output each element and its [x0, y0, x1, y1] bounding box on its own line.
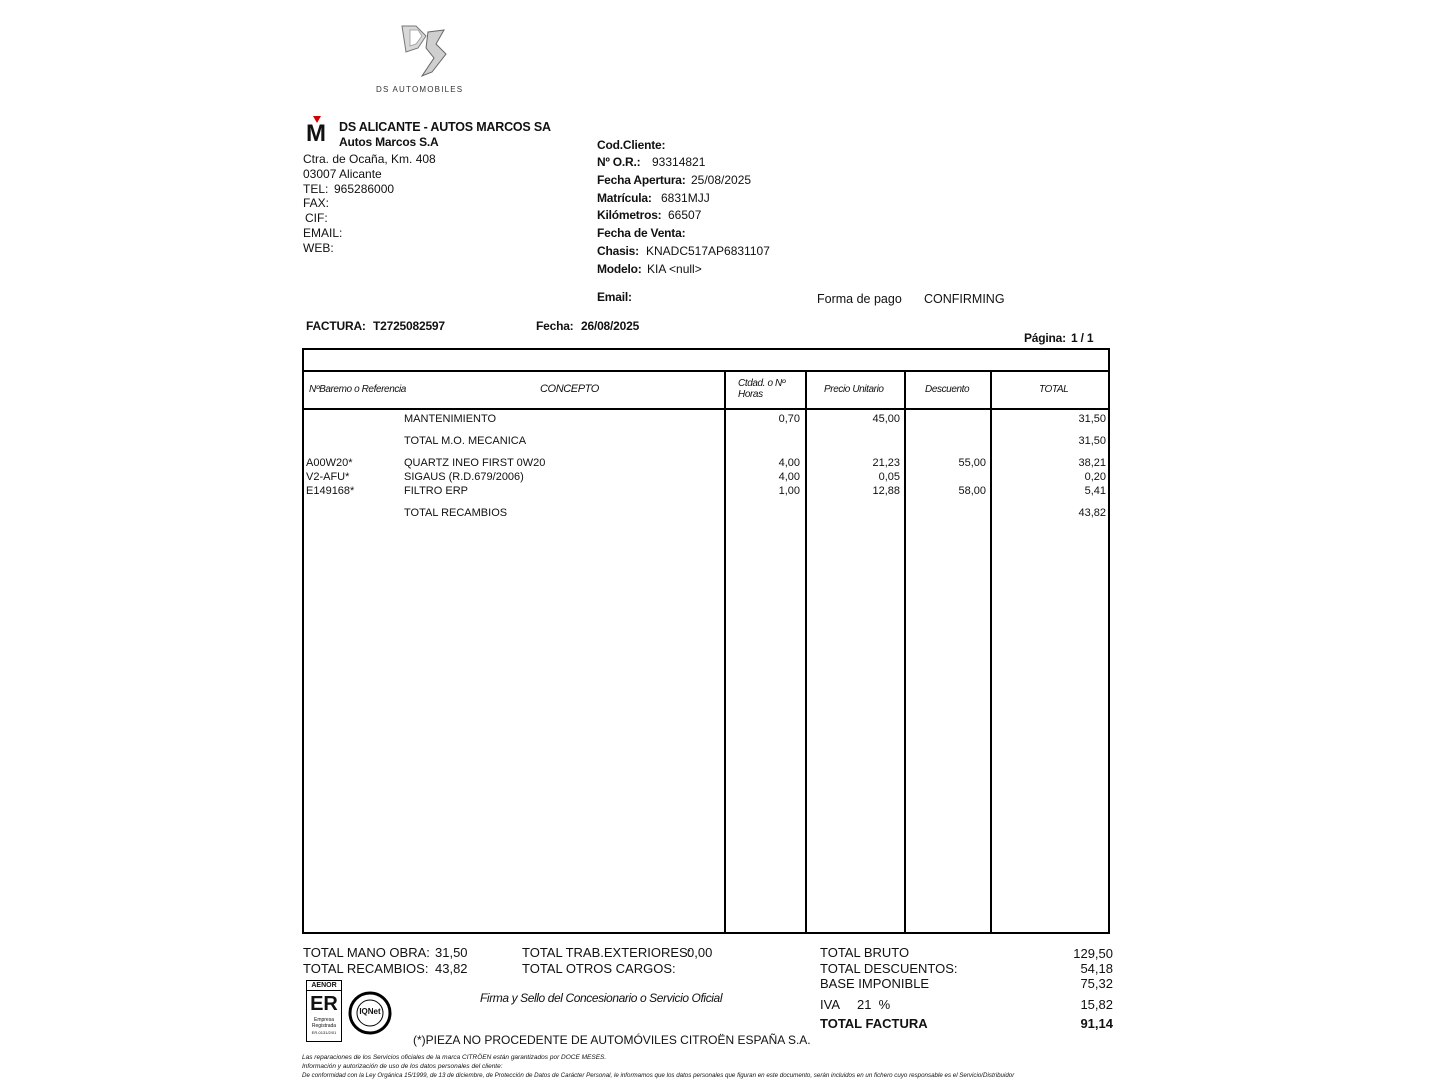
row-concepto: MANTENIMIENTO: [404, 413, 497, 425]
chasis-label: Chasis:: [597, 244, 639, 258]
empresa-label: Empresa Registrada: [311, 1017, 337, 1029]
pagina-label: Página:: [1024, 331, 1066, 345]
legal-line-3: De conformidad con la Ley Orgánica 15/1999, de 13 de diciembre, de Protección de Datos de Carácter Personal, le informamos que los datos personales que figuran en este documento, serán incluidos en un fichero cuyo responsable es el Servicio/Distribuidor: [302, 1072, 1015, 1079]
er-code: ER-0131/2/01: [311, 1030, 337, 1035]
matricula-value: 6831MJJ: [661, 191, 710, 205]
iva-value: 15,82: [1080, 997, 1113, 1012]
iqnet-seal-icon: [348, 991, 392, 1035]
bruto-label: TOTAL BRUTO: [820, 945, 910, 960]
table-row: [304, 435, 1108, 449]
table-row: [304, 413, 1108, 427]
ds-logo-icon: [396, 22, 452, 80]
header-concepto: CONCEPTO: [540, 383, 599, 395]
bruto-value: 129,50: [1073, 946, 1113, 961]
row-total: 0,20: [1084, 471, 1106, 483]
row-concepto: TOTAL RECAMBIOS: [404, 507, 508, 519]
header-cant2: Horas: [738, 389, 763, 400]
row-precio: 0,05: [878, 471, 900, 483]
dealer-address2: 03007 Alicante: [303, 167, 382, 181]
row-ref: E149168*: [306, 485, 355, 497]
dealer-logo-letter: M: [306, 120, 326, 147]
row-total: 43,82: [1078, 507, 1106, 519]
header-descuento: Descuento: [925, 384, 970, 395]
dealer-subname: Autos Marcos S.A: [339, 135, 439, 149]
mano-obra-label: TOTAL MANO OBRA:: [303, 945, 430, 960]
row-total: 31,50: [1078, 435, 1106, 447]
dealer-logo-icon: [305, 116, 329, 146]
row-concepto: TOTAL M.O. MECANICA: [404, 435, 527, 447]
or-label: Nº O.R.:: [597, 155, 641, 169]
header-ref: NºBaremo o Referencia: [309, 384, 406, 395]
row-ref: V2-AFU*: [306, 471, 350, 483]
chasis-value: KNADC517AP6831107: [646, 244, 770, 258]
row-cant: 4,00: [778, 471, 800, 483]
cod-cliente-label: Cod.Cliente:: [597, 138, 666, 152]
trab-ext-label: TOTAL TRAB.EXTERIORES:: [522, 945, 692, 960]
table-row: [304, 485, 1108, 499]
dealer-cif-label: CIF:: [305, 211, 328, 225]
pagina-value: 1 / 1: [1071, 331, 1094, 345]
recambios-label: TOTAL RECAMBIOS:: [303, 961, 429, 976]
header-cant1: Ctdad. o Nº: [738, 378, 786, 389]
col-divider-desc: [990, 372, 992, 932]
row-precio: 45,00: [872, 413, 900, 425]
venta-label: Fecha de Venta:: [597, 226, 686, 240]
row-cant: 0,70: [778, 413, 800, 425]
iqnet-label: IQNet: [359, 1007, 381, 1016]
km-label: Kilómetros:: [597, 208, 662, 222]
table-top-divider: [304, 370, 1108, 372]
row-total: 38,21: [1078, 457, 1106, 469]
row-desc: 58,00: [958, 485, 986, 497]
apertura-label: Fecha Apertura:: [597, 173, 686, 187]
row-concepto: FILTRO ERP: [404, 485, 468, 497]
otros-label: TOTAL OTROS CARGOS:: [522, 961, 676, 976]
base-value: 75,32: [1080, 976, 1113, 991]
matricula-label: Matrícula:: [597, 191, 652, 205]
aenor-badge: [306, 980, 342, 1042]
row-precio: 21,23: [872, 457, 900, 469]
col-divider-concepto: [724, 372, 726, 932]
recambios-value: 43,82: [435, 961, 468, 976]
dealer-tel-label: TEL:: [303, 182, 329, 196]
col-divider-precio: [904, 372, 906, 932]
dealer-name: DS ALICANTE - AUTOS MARCOS SA: [339, 120, 551, 134]
total-factura-value: 91,14: [1080, 1016, 1113, 1031]
total-factura-label: TOTAL FACTURA: [820, 1016, 928, 1031]
modelo-value: KIA <null>: [647, 262, 702, 276]
factura-label: FACTURA:: [306, 319, 366, 333]
table-row: [304, 457, 1108, 471]
table-row: [304, 471, 1108, 485]
descuentos-label: TOTAL DESCUENTOS:: [820, 961, 958, 976]
base-label: BASE IMPONIBLE: [820, 976, 930, 991]
trab-ext-value: 0,00: [687, 945, 713, 960]
row-ref: A00W20*: [306, 457, 353, 469]
dealer-tel: 965286000: [334, 182, 395, 196]
descuentos-value: 54,18: [1080, 961, 1113, 976]
apertura-value: 25/08/2025: [691, 173, 752, 187]
pago-label: Forma de pago: [817, 292, 902, 306]
legal-line-2: Información y autorización de uso de los datos personales del cliente:: [302, 1063, 503, 1070]
row-precio: 12,88: [872, 485, 900, 497]
col-divider-cant: [805, 372, 807, 932]
aenor-label: AENOR: [307, 981, 341, 991]
legal-line-1: Las reparaciones de los Servicios oficiales de la marca CITRÖEN están garantizados por DOCE MESES.: [302, 1054, 607, 1061]
pago-value: CONFIRMING: [924, 292, 1005, 306]
row-concepto: QUARTZ INEO FIRST 0W20: [404, 457, 546, 469]
row-cant: 1,00: [778, 485, 800, 497]
km-value: 66507: [668, 208, 702, 222]
brand-name: DS AUTOMOBILES: [376, 85, 464, 94]
modelo-label: Modelo:: [597, 262, 642, 276]
row-total: 31,50: [1078, 413, 1106, 425]
dealer-fax-label: FAX:: [303, 196, 330, 210]
mano-obra-value: 31,50: [435, 945, 468, 960]
fecha-label: Fecha:: [536, 319, 574, 333]
header-precio: Precio Unitario: [824, 384, 884, 395]
or-value: 93314821: [652, 155, 706, 169]
iva-pct: 21 %: [857, 997, 891, 1012]
row-concepto: SIGAUS (R.D.679/2006): [404, 471, 524, 483]
row-cant: 4,00: [778, 457, 800, 469]
email-label: Email:: [597, 290, 632, 304]
firma-text: Firma y Sello del Concesionario o Servicio Oficial: [480, 991, 723, 1005]
iva-label: IVA: [820, 997, 840, 1012]
dealer-web-label: WEB:: [303, 241, 334, 255]
dealer-address1: Ctra. de Ocaña, Km. 408: [303, 152, 436, 166]
fecha-value: 26/08/2025: [581, 319, 640, 333]
header-total: TOTAL: [1039, 384, 1069, 395]
table-row: [304, 507, 1108, 521]
table-header-divider: [304, 408, 1108, 410]
row-total: 5,41: [1084, 485, 1106, 497]
er-logo-icon: ER: [310, 993, 338, 1015]
factura-value: T2725082597: [373, 319, 445, 333]
pieza-note: (*)PIEZA NO PROCEDENTE DE AUTOMÓVILES CITROËN ESPAÑA S.A.: [413, 1033, 811, 1047]
row-desc: 55,00: [958, 457, 986, 469]
invoice-table: [302, 348, 1110, 934]
dealer-email-label: EMAIL:: [303, 226, 343, 240]
